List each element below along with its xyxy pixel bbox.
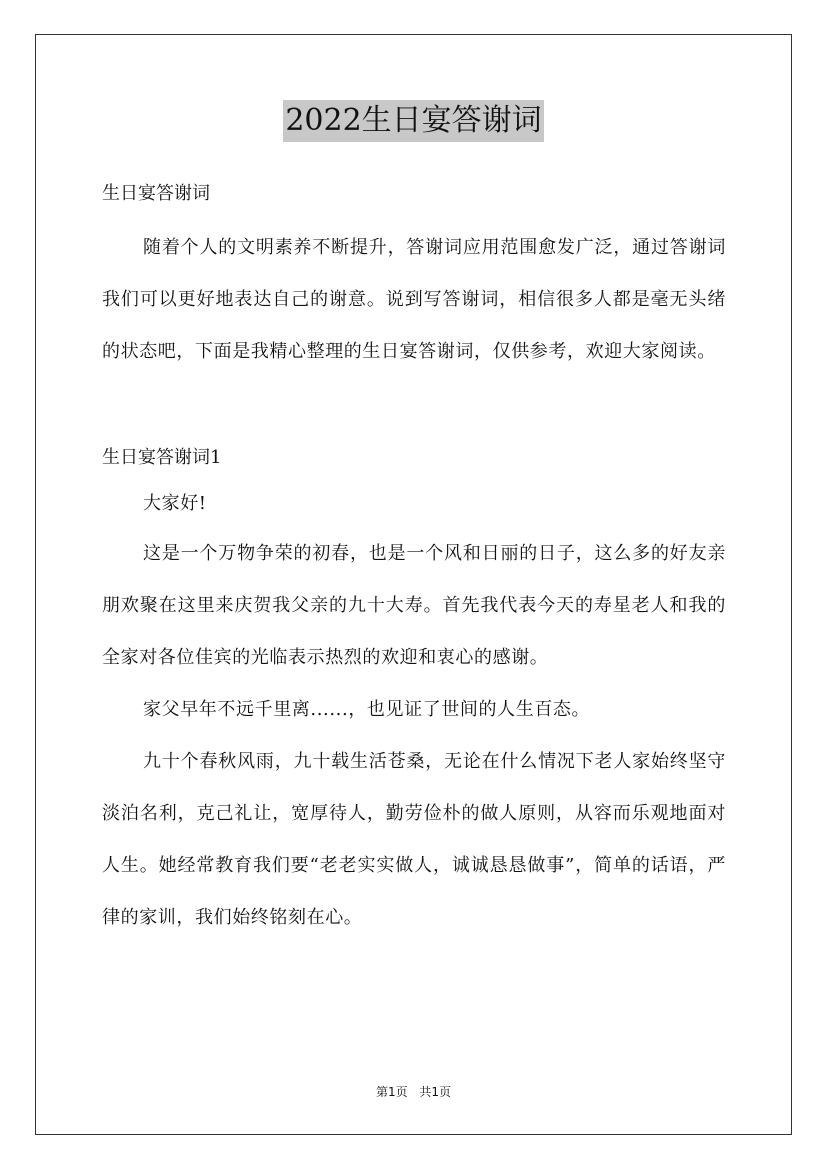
body-paragraph-3: 九十个春秋风雨，九十载生活苍桑，无论在什么情况下老人家始终坚守 淡泊名利，克己礼让，宽厚待人，勤劳俭朴的做人原则，从容而乐观地面对人生。她经常教育我们要“老老实实做人，诚诚恳恳做事”，简单的话语，严律的家训，我们始终铭刻在心。 [102,751,726,928]
body-paragraph-2: 家父早年不远千里离......，也见证了世间的人生百态。 [143,699,591,720]
document-body [102,172,726,944]
intro-paragraph: 随着个人的文明素养不断提升，答谢词应用范围愈发广泛，通过答谢词我们可以更好地表达自己的谢意。说到写答谢词，相信很多人都是毫无头绪的状态吧，下面是我精心整理的生日宴答谢词，仅供参考，欢迎大家阅读。 [102,237,726,362]
section-spacer [102,378,726,436]
greeting-paragraph: 大家好! [143,493,207,514]
page-number-current: 第1页 [375,1085,408,1099]
document-title: 2022生日宴答谢词 [283,100,543,142]
section1-heading: 生日宴答谢词1 [102,447,222,468]
page-footer [0,1083,827,1100]
title-container [0,100,827,142]
page-number-total: 共1页 [419,1085,452,1099]
intro-heading: 生日宴答谢词 [102,183,210,204]
body-paragraph-1: 这是一个万物争荣的初春，也是一个风和日丽的日子，这么多的好友亲朋欢聚在这里来庆贺我父亲的九十大寿。首先我代表今天的寿星老人和我的全家对各位佳宾的光临表示热烈的欢迎和衷心的感谢。 [102,543,726,668]
